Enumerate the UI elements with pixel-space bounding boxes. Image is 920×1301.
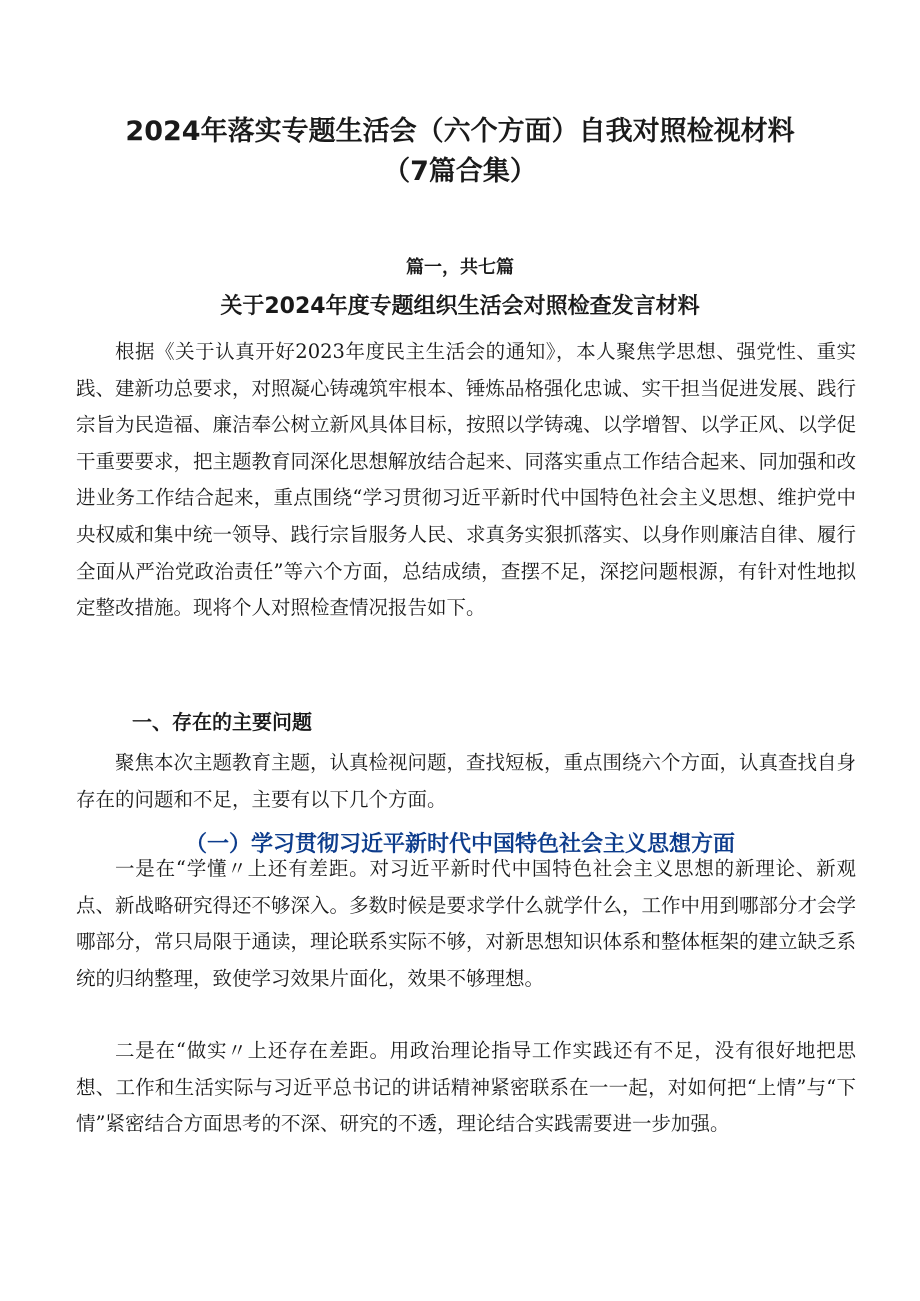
issues-intro-paragraph: 聚焦本次主题教育主题，认真检视问题，查找短板，重点围绕六个方面，认真查找自身存在的问题和不足，主要有以下几个方面。 [76,751,857,811]
intro-paragraph: 根据《关于认真开好2023年度民主生活会的通知》，本人聚焦学思想、强党性、重实践、建新功总要求，对照凝心铸魂筑牢根本、锤炼品格强化忠诚、实干担当促进发展、践行宗旨为民造福、廉洁奉公树立新风具体目标，按照以学铸魂、以学增智、以学正风、以学促干重要要求，把主题教育同深化思想解放结合起来、同落实重点工作结合起来、同加强和改进业务工作结合起来，重点围绕“学习贯彻习近平新时代中国特色社会主义思想、维护党中央权威和集中统一领导、践行宗旨服务人民、求真务实狠抓落实、以身作则廉洁自律、履行全面从严治党政治责任”等六个方面，总结成绩，查摆不足，深挖问题根源，有针对性地拟定整改措施。现将个人对照检查情况报告如下。 [76,340,857,620]
part-label: 篇一，共七篇 [406,257,514,278]
point-2-paragraph: 二是在“做实〃上还存在差距。用政治理论指导工作实践还有不足，没有很好地把思想、工作和生活实际与习近平总书记的讲话精神紧密联系在一一起，对如何把“上情”与“下情”紧密结合方面思考的不深、研究的不透，理论结合实践需要进一步加强。 [76,1039,856,1136]
document-title-line-2: （7篇合集） [383,156,537,187]
point-1-paragraph: 一是在“学懂〃上还有差距。对习近平新时代中国特色社会主义思想的新理论、新观点、新战略研究得还不够深入。多数时候是要求学什么就学什么，工作中用到哪部分才会学哪部分，常只局限于通读，理论联系实际不够，对新思想知识体系和整体框架的建立缺乏系统的归纳整理，致使学习效果片面化，效果不够理想。 [76,857,857,990]
section-title: 关于2024年度专题组织生活会对照检查发言材料 [220,294,700,319]
document-title-line-1: 2024年落实专题生活会（六个方面）自我对照检视材料 [125,116,795,147]
heading-study-thought: （一）学习贯彻习近平新时代中国特色社会主义思想方面 [184,832,735,857]
heading-main-problems: 一、存在的主要问题 [132,710,312,734]
